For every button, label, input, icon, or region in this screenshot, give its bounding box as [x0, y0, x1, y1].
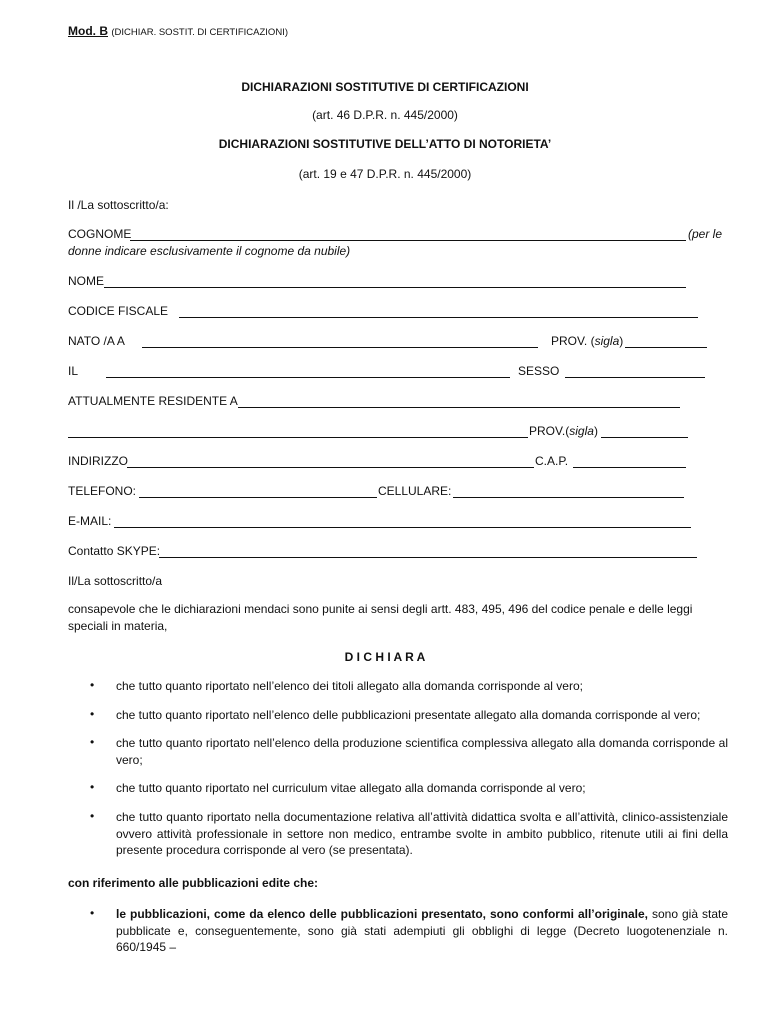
indirizzo-label: INDIRIZZO — [68, 454, 128, 468]
prov-label-1: PROV. (sigla) — [551, 334, 624, 348]
nome-label: NOME — [68, 274, 104, 288]
dichiara-heading: D I C H I A R A — [344, 650, 426, 664]
data-nascita-field[interactable] — [106, 377, 510, 378]
cellulare-label: CELLULARE: — [378, 484, 452, 498]
declaration-item: che tutto quanto riportato nell’elenco dei titoli allegato alla domanda corrisponde al vero; — [116, 679, 583, 693]
email-label: E-MAIL: — [68, 514, 112, 528]
bullet-icon: • — [90, 678, 95, 692]
cellulare-field[interactable] — [453, 497, 684, 498]
bullet-icon: • — [90, 780, 95, 794]
nato-label: NATO /A A — [68, 334, 125, 348]
form-code — [68, 24, 288, 38]
bullet-icon: • — [90, 707, 95, 721]
cognome-label: COGNOME — [68, 227, 132, 241]
document-reference-1: (art. 46 D.P.R. n. 445/2000) — [312, 108, 458, 122]
skype-field[interactable] — [159, 557, 697, 558]
cognome-note-a: (per le — [688, 227, 723, 241]
codice-fiscale-label: CODICE FISCALE — [68, 304, 169, 318]
form-code-label: Mod. B — [68, 24, 108, 38]
sesso-field[interactable] — [565, 377, 705, 378]
bullet-icon: • — [90, 735, 95, 749]
bullet-icon: • — [90, 906, 95, 920]
prov-label-2: PROV.(sigla) — [529, 424, 598, 438]
skype-label: Contatto SKYPE: — [68, 544, 161, 558]
telefono-label: TELEFONO: — [68, 484, 137, 498]
declaration-item: che tutto quanto riportato nell’elenco della produzione scientifica complessiva allegato alla domanda corrisponde al vero; — [116, 736, 728, 767]
codice-fiscale-field[interactable] — [179, 317, 698, 318]
cap-label: C.A.P. — [535, 454, 569, 468]
document-title-2: DICHIARAZIONI SOSTITUTIVE DELL’ATTO DI NOTORIETA’ — [218, 137, 552, 151]
prov-field-1[interactable] — [625, 347, 707, 348]
declaration-item: che tutto quanto riportato nella documentazione relativa all’attività didattica svolta e all’attività, clinico-assistenziale ovvero attività professionale in settore non medico, entrambe svolte in ambito pubblico, ritenute utili ai fini della presente procedura corrisponde al vero (se presentata). — [116, 810, 728, 857]
il-label: IL — [68, 364, 79, 378]
cap-field[interactable] — [573, 467, 686, 468]
declaration-item: che tutto quanto riportato nel curriculum vitae allegato alla domanda corrisponde al vero; — [116, 781, 586, 795]
cognome-field[interactable] — [130, 240, 686, 241]
sottoscritto-label: Il/La sottoscritto/a — [68, 574, 163, 588]
publication-item: le pubblicazioni, come da elenco delle pubblicazioni presentato, sono conformi all’originale, sono già state pubblicate e, conseguentemente, sono già stati adempiuti gli obblighi di legge (Decreto luogotenenziale n. 660/1945 – — [116, 907, 729, 954]
cognome-note-b: donne indicare esclusivamente il cognome da nubile) — [68, 244, 351, 258]
prov-field-2[interactable] — [601, 437, 688, 438]
bullet-icon: • — [90, 809, 95, 823]
declaration-item: che tutto quanto riportato nell’elenco delle pubblicazioni presentate allegato alla domanda corrisponde al vero; — [116, 708, 701, 722]
riferimento-heading: con riferimento alle pubblicazioni edite che: — [68, 876, 319, 890]
document-reference-2: (art. 19 e 47 D.P.R. n. 445/2000) — [298, 167, 472, 181]
consapevole-paragraph: consapevole che le dichiarazioni mendaci sono punite ai sensi degli artt. 483, 495, 496 del codice penale e delle leggi speciali in materia, — [68, 602, 693, 633]
residente-field-2[interactable] — [68, 437, 528, 438]
residente-label: ATTUALMENTE RESIDENTE A — [68, 394, 238, 408]
form-code-subtitle: (DICHIAR. SOSTIT. DI CERTIFICAZIONI) — [111, 27, 288, 38]
document-title: DICHIARAZIONI SOSTITUTIVE DI CERTIFICAZIONI — [241, 80, 529, 94]
residente-field[interactable] — [238, 407, 680, 408]
telefono-field[interactable] — [139, 497, 377, 498]
nato-field[interactable] — [142, 347, 538, 348]
email-field[interactable] — [114, 527, 691, 528]
nome-field[interactable] — [104, 287, 686, 288]
intro-label: Il /La sottoscritto/a: — [68, 198, 169, 212]
sesso-label: SESSO — [518, 364, 560, 378]
indirizzo-field[interactable] — [127, 467, 534, 468]
